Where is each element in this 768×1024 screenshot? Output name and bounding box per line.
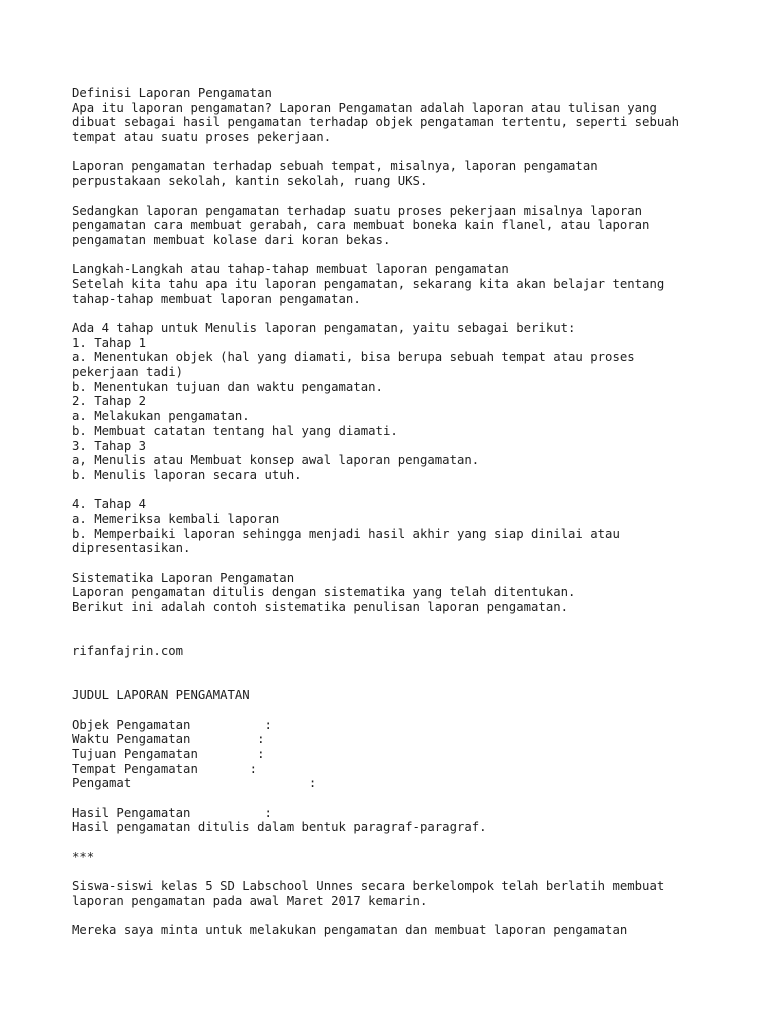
blank-line	[72, 909, 752, 924]
document-page	[72, 86, 752, 938]
template-field: Tempat Pengamatan :	[72, 761, 258, 776]
list-item: b. Membuat catatan tentang hal yang diamati.	[72, 423, 398, 438]
blank-line	[72, 659, 752, 674]
list-item: b. Menentukan tujuan dan waktu pengamatan.	[72, 379, 383, 394]
list-item: 3. Tahap 3	[72, 438, 147, 453]
text-line: Hasil pengamatan ditulis dalam bentuk paragraf-paragraf.	[72, 820, 487, 835]
list-item: 4. Tahap 4	[72, 497, 147, 512]
template-field: Hasil Pengamatan :	[72, 805, 272, 820]
blank-line	[72, 629, 752, 644]
text-line: Laporan pengamatan terhadap sebuah tempat, misalnya, laporan pengamatan	[72, 159, 598, 174]
list-item: dipresentasikan.	[72, 541, 191, 556]
heading-langkah: Langkah-Langkah atau tahap-tahap membuat laporan pengamatan	[72, 262, 509, 277]
text-line: Ada 4 tahap untuk Menulis laporan pengamatan, yaitu sebagai berikut:	[72, 321, 576, 335]
text-line: tempat atau suatu proses pekerjaan.	[72, 130, 332, 145]
list-item: 2. Tahap 2	[72, 394, 147, 409]
source-credit: rifanfajrin.com	[72, 644, 184, 659]
blank-line	[72, 483, 752, 498]
text-line: Berikut ini adalah contoh sistematika penulisan laporan pengamatan.	[72, 600, 569, 615]
blank-line	[72, 306, 752, 321]
text-line: laporan pengamatan pada awal Maret 2017 kemarin.	[72, 893, 428, 908]
list-item: pekerjaan tadi)	[72, 365, 184, 380]
text-line: Siswa-siswi kelas 5 SD Labschool Unnes secara berkelompok telah berlatih membuat	[72, 879, 665, 894]
list-item: a. Menentukan objek (hal yang diamati, bisa berupa sebuah tempat atau proses	[72, 350, 635, 365]
blank-line	[72, 835, 752, 850]
list-item: b. Menulis laporan secara utuh.	[72, 467, 302, 482]
blank-line	[72, 145, 752, 160]
separator: ***	[72, 849, 95, 864]
heading-definisi: Definisi Laporan Pengamatan	[72, 86, 272, 100]
blank-line	[72, 556, 752, 571]
template-field: Tujuan Pengamatan :	[72, 746, 265, 761]
list-item: a. Memeriksa kembali laporan	[72, 511, 280, 526]
text-line: Setelah kita tahu apa itu laporan pengamatan, sekarang kita akan belajar tentang	[72, 276, 665, 291]
blank-line	[72, 864, 752, 879]
blank-line	[72, 791, 752, 806]
list-item: a, Menulis atau Membuat konsep awal laporan pengamatan.	[72, 453, 480, 468]
blank-line	[72, 615, 752, 630]
list-item: a. Melakukan pengamatan.	[72, 409, 250, 424]
blank-line	[72, 674, 752, 689]
text-line: pengamatan cara membuat gerabah, cara membuat boneka kain flanel, atau laporan	[72, 218, 650, 233]
list-item: 1. Tahap 1	[72, 335, 147, 350]
template-field: Pengamat :	[72, 776, 317, 791]
blank-line	[72, 703, 752, 718]
report-title-template: JUDUL LAPORAN PENGAMATAN	[72, 688, 250, 703]
text-line: dibuat sebagai hasil pengamatan terhadap objek pengataman tertentu, seperti sebuah	[72, 115, 680, 130]
blank-line	[72, 248, 752, 263]
list-item: b. Memperbaiki laporan sehingga menjadi hasil akhir yang siap dinilai atau	[72, 526, 620, 541]
template-field: Objek Pengamatan :	[72, 717, 272, 732]
text-line: Laporan pengamatan ditulis dengan sistematika yang telah ditentukan.	[72, 585, 576, 600]
blank-line	[72, 189, 752, 204]
text-line: Sedangkan laporan pengamatan terhadap suatu proses pekerjaan misalnya laporan	[72, 203, 643, 218]
text-line: pengamatan membuat kolase dari koran bekas.	[72, 232, 391, 247]
text-line: Mereka saya minta untuk melakukan pengamatan dan membuat laporan pengamatan	[72, 923, 628, 938]
text-line: tahap-tahap membuat laporan pengamatan.	[72, 291, 361, 306]
text-line: Apa itu laporan pengamatan? Laporan Pengamatan adalah laporan atau tulisan yang	[72, 100, 657, 115]
template-field: Waktu Pengamatan :	[72, 732, 265, 747]
text-line: perpustakaan sekolah, kantin sekolah, ruang UKS.	[72, 174, 428, 189]
heading-sistematika: Sistematika Laporan Pengamatan	[72, 570, 295, 585]
